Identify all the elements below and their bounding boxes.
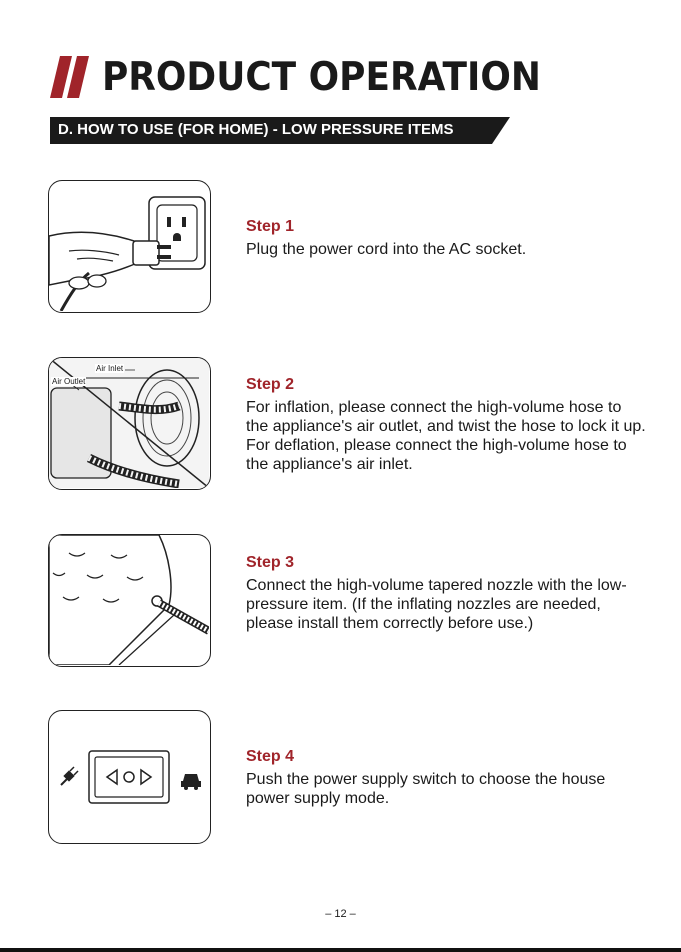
bottom-rule [0,948,681,952]
power-switch-illustration [49,711,209,842]
double-slash-icon [50,56,90,98]
step-1 [246,218,646,259]
step-4-image [48,710,211,844]
step-1-title: Step 1 [246,218,295,235]
page-number: – 12 – [325,908,356,920]
plug-icon [61,767,78,785]
step-2 [246,376,646,474]
page-header [50,52,579,102]
step-4 [246,748,646,808]
step-4-title: Step 4 [246,748,295,765]
section-title: D. HOW TO USE (FOR HOME) - LOW PRESSURE ITEMS [58,121,454,138]
plug-into-socket-illustration [49,181,209,311]
air-inlet-label: Air Inlet [96,364,124,373]
step-2-image [48,357,211,490]
step-2-text: For inflation, please connect the high-volume hose to the appliance's air outlet, and twist the hose to lock it up. For deflation, please connect the high-volume hose to the appliance's air inlet. [246,399,646,473]
step-3-title: Step 3 [246,554,295,571]
nozzle-into-mattress-illustration [49,535,209,665]
air-outlet-label: Air Outlet [52,377,86,386]
step-2-title: Step 2 [246,376,295,393]
step-3-image [48,534,211,667]
step-3 [246,554,646,633]
step-1-image [48,180,211,313]
step-3-text: Connect the high-volume tapered nozzle with the low-pressure item. (If the inflating nozzles are needed, please install them correctly before use.) [246,577,627,632]
step-1-text: Plug the power cord into the AC socket. [246,241,527,258]
section-bar [50,117,510,144]
step-4-text: Push the power supply switch to choose the house power supply mode. [246,771,606,807]
car-icon [181,774,201,790]
page-title: PRODUCT OPERATION [102,54,541,100]
